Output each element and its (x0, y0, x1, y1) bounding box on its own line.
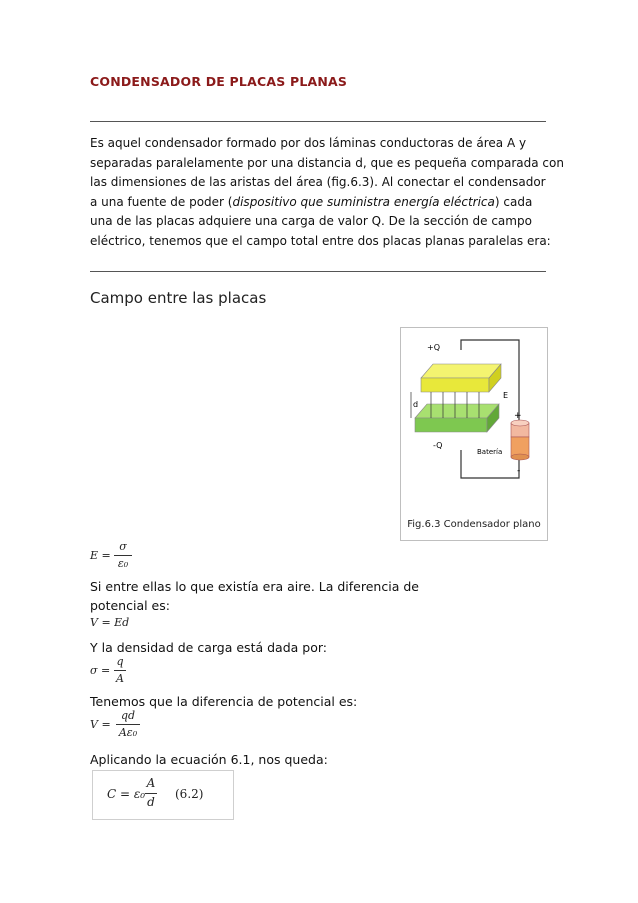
figure-capacitor (400, 327, 548, 541)
equation-v: V = Ed (90, 616, 130, 629)
eq-field-lhs: E = (90, 549, 111, 562)
intro-italic-phrase: dispositivo que suministra energía eléctrica (232, 194, 495, 209)
figure-caption: Fig.6.3 Condensador plano (407, 519, 541, 530)
eq-c-den: d (147, 795, 155, 809)
intro-line-4b: ) cada (494, 194, 533, 209)
section-heading: Campo entre las placas (90, 289, 267, 307)
label-battery: Batería (477, 448, 503, 456)
eq-sigma-lhs: σ = (90, 664, 111, 677)
text-apply: Aplicando la ecuación 6.1, nos queda: (90, 752, 328, 767)
eq-c-lhs: C = ε₀ (107, 787, 146, 801)
eq-v2-den: Aε₀ (118, 726, 138, 739)
text-air-2: potencial es: (90, 598, 170, 613)
bottom-plate (415, 418, 487, 432)
intro-line-4 (90, 193, 550, 213)
eq-c-num: A (146, 776, 156, 790)
capacitor-diagram (401, 328, 547, 518)
equation-sigma (90, 655, 150, 689)
label-e: E (503, 391, 509, 400)
top-plate (421, 378, 489, 392)
label-minus: - (517, 466, 521, 476)
document-title: CONDENSADOR DE PLACAS PLANAS (90, 74, 348, 89)
intro-line-6: eléctrico, tenemos que el campo total entre dos placas planas paralelas era: (90, 233, 551, 248)
intro-line-5: una de las placas adquiere una carga de valor Q. De la sección de campo (90, 214, 532, 228)
label-minus-q: -Q (433, 441, 443, 450)
label-plus: + (514, 411, 522, 421)
intro-line-4a: a una fuente de poder ( (90, 194, 233, 209)
eq-sigma-den: A (116, 672, 124, 685)
intro-line-2: separadas paralelamente por una distancia d, que es pequeña comparada con (90, 155, 564, 170)
middle-divider (90, 271, 546, 272)
equation-capacitance-box (92, 770, 234, 820)
eq-v2-num: qd (120, 709, 136, 722)
eq-field-num: σ (119, 540, 127, 553)
eq-c-tag: (6.2) (175, 787, 204, 801)
text-air-1: Si entre ellas lo que existía era aire. La diferencia de (90, 579, 419, 594)
intro-line-1: Es aquel condensador formado por dos láminas conductoras de área A y (90, 136, 527, 150)
intro-paragraph (90, 134, 564, 251)
eq-sigma-num: q (116, 655, 124, 668)
label-plus-q: +Q (427, 343, 440, 352)
equation-v2 (90, 709, 170, 743)
eq-field-den: ε₀ (117, 557, 129, 570)
text-potential: Tenemos que la diferencia de potencial es: (90, 694, 358, 709)
label-d: d (413, 400, 419, 409)
text-density: Y la densidad de carga está dada por: (90, 640, 327, 655)
eq-v2-lhs: V = (90, 718, 111, 731)
top-divider (90, 121, 546, 122)
equation-field (90, 540, 150, 574)
intro-line-3: las dimensiones de las aristas del área (fig.6.3). Al conectar el condensador (90, 175, 546, 189)
